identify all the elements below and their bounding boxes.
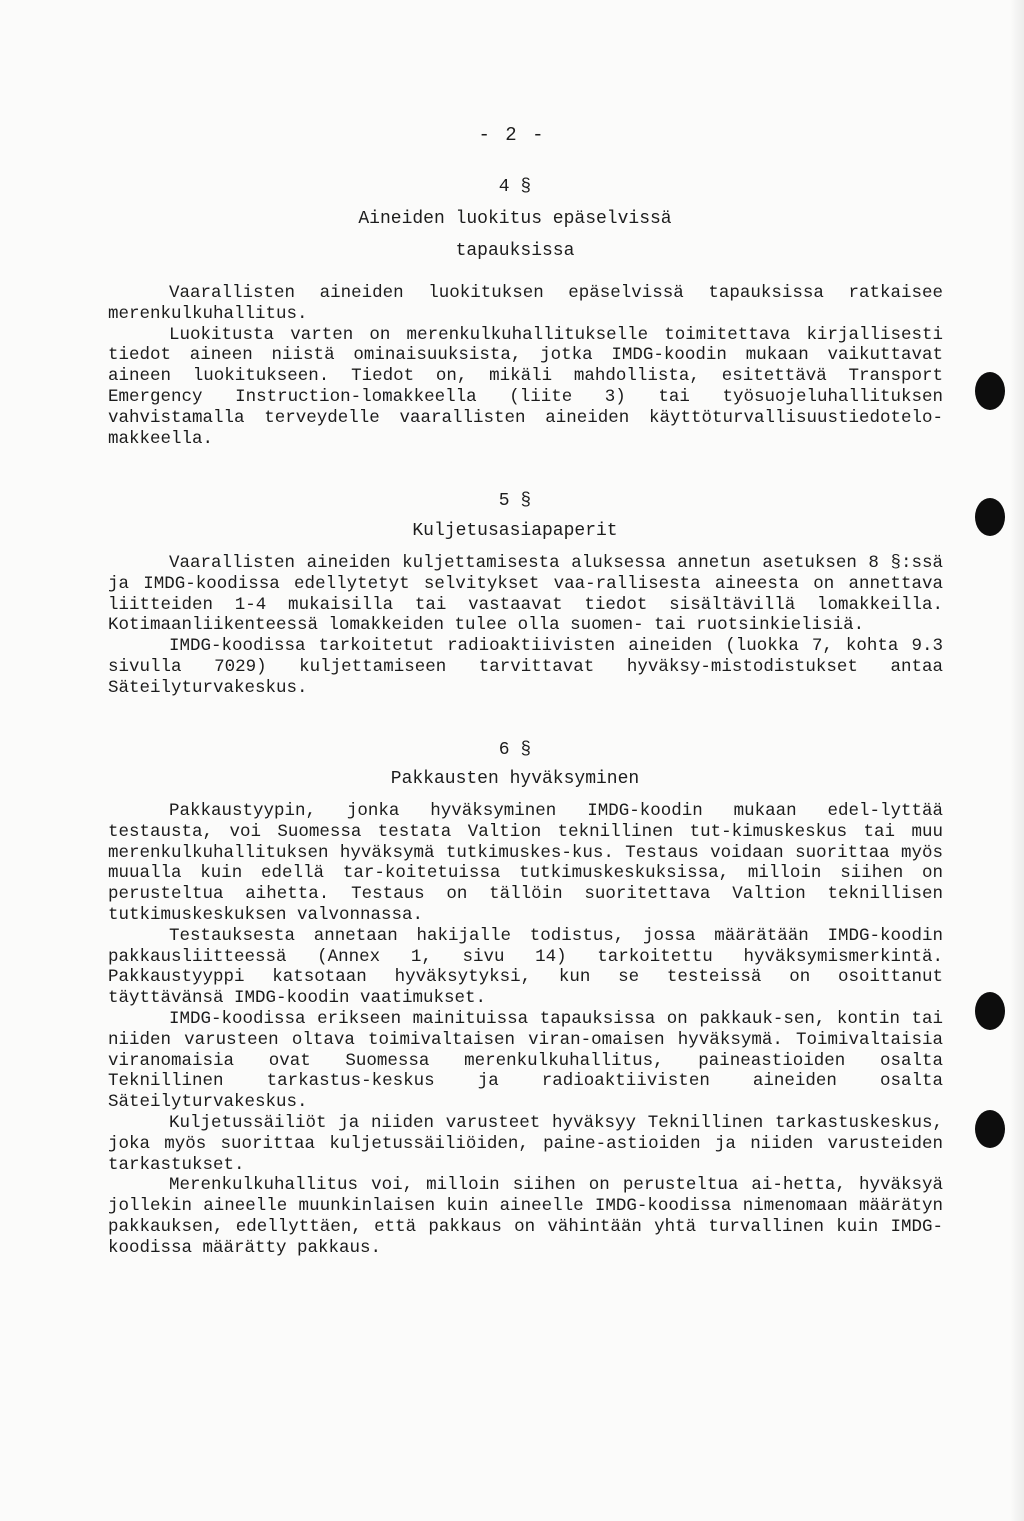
section-5-paragraph-2: IMDG-koodissa tarkoitetut radioaktiivisten aineiden (luokka 7, kohta 9.3 sivulla 7029) kuljettamiseen tarvittavat hyväksy-mistodistukset antaa Säteilyturvakeskus. (108, 636, 943, 698)
section-4-title-line-2: tapauksissa (455, 241, 575, 261)
section-6-paragraph-4: Kuljetussäiliöt ja niiden varusteet hyväksyy Teknillinen tarkastuskeskus, joka myös suorittaa kuljetussäiliöiden, paine-astioiden ja niiden varusteiden tarkastukset. (108, 1112, 943, 1175)
section-4-paragraph-2: Luokitusta varten on merenkulkuhallitukselle toimitettava kirjallisesti tiedot aineen niistä ominaisuuksista, jotka IMDG-koodin mukaan vaikuttavat aineen luokitukseen. Tiedot on, mikäli mahdollista, esitettävä Transport Emergency Instruction-lomakkeella (liite 3) tai työsuojeluhallituksen vahvistamalla terveydelle vaarallisten aineiden käyttöturvallisuustiedotelo-makkeella. (108, 324, 943, 449)
section-6-paragraph-3: IMDG-koodissa erikseen mainituissa tapauksissa on pakkauk-sen, kontin tai niiden varusteen oltava toimivaltaisen viran-omaisen hyväksymä. Toimivaltaisia viranomaisia ovat Suomessa merenkulkuhallitus, paineastioiden osalta Teknillinen tarkastus-keskus ja radioaktiivisten aineiden osalta Säteilyturvakeskus. (108, 1008, 943, 1113)
section-4-number: 4 § (498, 177, 532, 197)
section-6-title: Pakkausten hyväksyminen (390, 769, 640, 789)
section-6-paragraph-1: Pakkaustyypin, jonka hyväksyminen IMDG-koodin mukaan edel-lyttää testausta, voi Suomessa testata Valtion teknillinen tut-kimuskeskus tai muu merenkulkuhallituksen hyväksymä tutkimuskes-kus. Testaus voidaan suorittaa myös muualla kuin edellä tar-koitetuissa tutkimuskeskuksissa, milloin siihen on perusteltua aihetta. Testaus on tällöin suoritettava Valtion teknillisen tutkimuskeskuksen valvonnassa. (108, 801, 943, 925)
section-6-paragraph-5: Merenkulkuhallitus voi, milloin siihen on perusteltua ai-hetta, hyväksyä jollekin aineelle muunkinlaisen kuin aineelle IMDG-koodissa nimenomaan määrätyn pakkauksen, edellyttäen, että pakkaus on vähintään yhtä turvallinen kuin IMDG-koodissa määrätty pakkaus. (108, 1175, 943, 1258)
punch-hole-icon (975, 498, 1005, 536)
section-4-title-line-1: Aineiden luokitus epäselvissä (358, 209, 672, 229)
punch-hole-icon (975, 992, 1005, 1030)
section-6-number: 6 § (498, 740, 532, 760)
section-5-body (108, 553, 943, 699)
punch-hole-icon (975, 372, 1005, 410)
section-4-body (108, 283, 943, 449)
section-5-paragraph-1: Vaarallisten aineiden kuljettamisesta aluksessa annetun asetuksen 8 §:ssä ja IMDG-koodissa edellytetyt selvitykset vaa-rallisesta aineesta on annettava liitteiden 1-4 mukaisilla tai vastaavat tiedot sisältävillä lomakkeilla. Kotimaanliikenteessä lomakkeiden tulee olla suomen- tai ruotsinkielisiä. (108, 553, 943, 636)
page-edge-shadow (1010, 0, 1024, 1521)
section-4-paragraph-1: Vaarallisten aineiden luokituksen epäselvissä tapauksissa ratkaisee merenkulkuhallitus. (108, 283, 943, 324)
section-5-number: 5 § (498, 491, 532, 511)
section-5-title: Kuljetusasiapaperit (412, 521, 618, 541)
punch-hole-icon (975, 1110, 1005, 1148)
section-6-body (108, 801, 943, 1259)
section-6-paragraph-2: Testauksesta annetaan hakijalle todistus, jossa määrätään IMDG-koodin pakkausliitteessä (Annex 1, sivu 14) tarkoitettu hyväksymismerkintä. Pakkaustyyppi katsotaan hyväksytyksi, kun se testeissä on osoittanut täyttävänsä IMDG-koodin vaatimukset. (108, 925, 943, 1009)
page-number: - 2 - (478, 124, 546, 146)
